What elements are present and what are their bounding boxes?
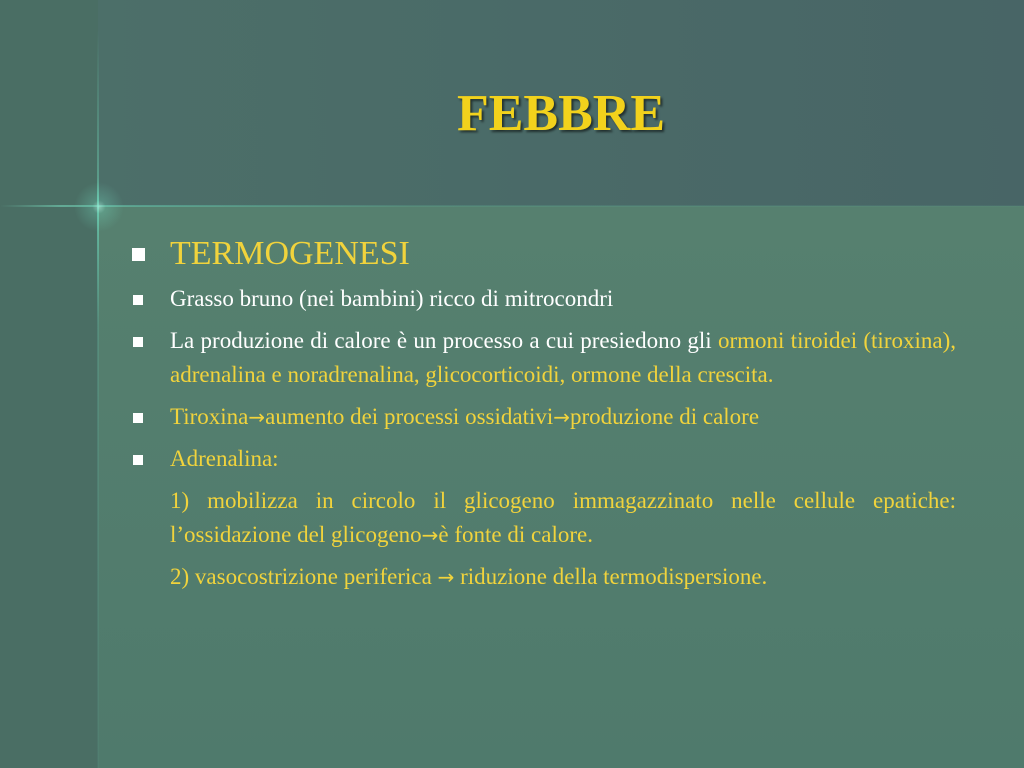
square-bullet-icon	[133, 295, 143, 305]
arrow-right-icon: →	[421, 523, 439, 547]
bullet-text-yellow: ormoni tiroidei (tiroxina), adrenalina e noradrenalina, glicocorticoidi, ormone della crescita.	[170, 328, 956, 387]
bullet-text: TERMOGENESI	[170, 235, 410, 272]
square-bullet-icon	[132, 248, 145, 261]
sub-item-vasocostrizione	[130, 560, 956, 594]
sub-text-part: riduzione della termodispersione.	[454, 564, 768, 589]
bullet-text-part: Tiroxina	[170, 404, 249, 429]
bullet-text-white: La produzione di calore è un processo a cui presiedono gli	[170, 328, 712, 353]
bullet-item-adrenalina	[130, 442, 956, 476]
bullet-text: Grasso bruno (nei bambini) ricco di mitrocondri	[170, 286, 614, 311]
arrow-right-icon: →	[437, 565, 455, 589]
slide-title: FEBBRE	[456, 85, 666, 142]
sub-item-mobilizza	[130, 484, 956, 552]
arrow-right-icon: →	[553, 405, 571, 429]
square-bullet-icon	[133, 413, 143, 423]
bullet-item-tiroxina	[130, 400, 956, 434]
sub-text-part: è fonte di calore.	[438, 522, 593, 547]
sub-text-part: 1) mobilizza in circolo il glicogeno immagazzinato nelle cellule epatiche: l’ossidazione del glicogeno	[170, 488, 956, 547]
bullet-text: Adrenalina:	[170, 446, 279, 471]
bullet-item-grasso-bruno	[130, 282, 956, 316]
bullet-text-part: aumento dei processi ossidativi	[265, 404, 554, 429]
square-bullet-icon	[133, 337, 143, 347]
horizontal-accent-line	[0, 205, 1024, 207]
bullet-item-termogenesi	[130, 232, 956, 276]
square-bullet-icon	[133, 455, 143, 465]
bullet-item-produzione-calore	[130, 324, 956, 392]
slide-content	[130, 232, 956, 594]
arrow-right-icon: →	[248, 405, 266, 429]
bullet-text-part: produzione di calore	[570, 404, 760, 429]
sub-text-part: 2) vasocostrizione periferica	[170, 564, 438, 589]
background-left-panel	[0, 0, 98, 768]
